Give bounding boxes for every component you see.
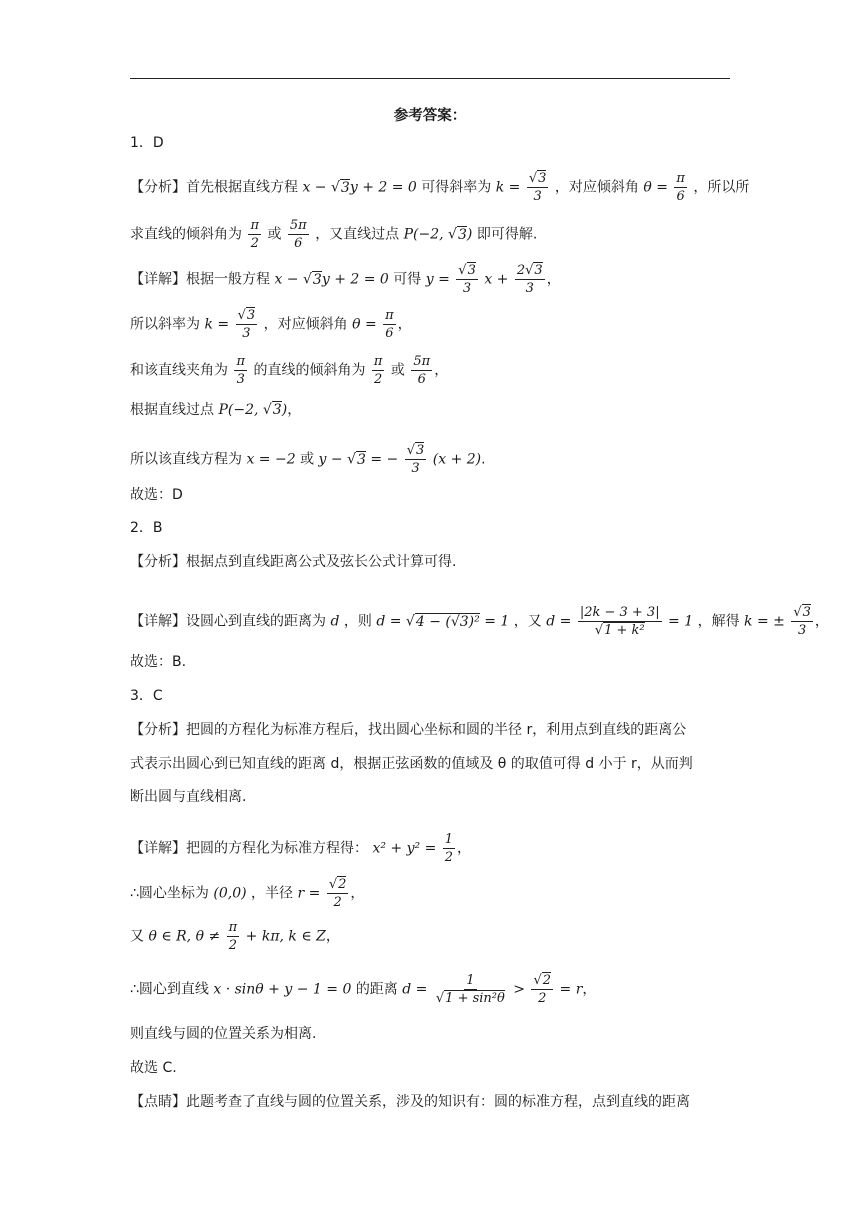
q2-number: 2．B	[130, 520, 163, 536]
header-rule	[130, 78, 730, 79]
q3-detail-line4: ∴圆心到直线 x · sinθ + y − 1 = 0 的距离 d = $\frac{1}{\text{√1 + sin²θ}}$ > $\frac{√2}{2}$ = r，	[130, 973, 597, 1006]
q3-number: 3．C	[130, 688, 163, 704]
q1-detail-line4: 根据直线过点 P(−2, √3)，	[130, 402, 302, 418]
q3-analysis-line2: 式表示出圆心到已知直线的距离 d，根据正弦函数的值域及 θ 的取值可得 d 小于 r，从而判	[130, 756, 693, 772]
q1-detail-line3: 和该直线夹角为 $\frac{\pi}{3}$ 的直线的倾斜角为 $\frac{\pi}{2}$ 或 $\frac{5\pi}{6}$ ，	[130, 354, 449, 387]
q3-analysis-line1: 【分析】把圆的方程化为标准方程后，找出圆心坐标和圆的半径 r，利用点到直线的距离公	[130, 722, 687, 738]
q1-detail-line1: 【详解】根据一般方程 x − √3y + 2 = 0 可得 y = $\frac{√3}{3}$ x + $\frac{2√3}{3}$ ，	[130, 263, 561, 296]
q2-analysis: 【分析】根据点到直线距离公式及弦长公式计算可得.	[130, 554, 457, 570]
q2-detail: 【详解】设圆心到直线的距离为 d ，则 d = √4 − (√3)² = 1 ，又 d = $\frac{|2k - 3 + 3|}{\text{√1 + k²}}$ = 1 ，解得 k = ± $\frac{√3}{3}$ ，	[130, 605, 829, 638]
q1-detail-line5: 所以该直线方程为 x = −2 或 y − √3 = − $\frac{√3}{3}$ (x + 2).	[130, 443, 486, 476]
q1-analysis-line1: 【分析】首先根据直线方程 x − √3y + 2 = 0 可得斜率为 k = $\frac{√3}{3}$ ，对应倾斜角 θ = $\frac{\pi}{6}$ ，所以所	[130, 171, 750, 204]
q3-detail-line5: 则直线与圆的位置关系为相离.	[130, 1026, 317, 1042]
q3-comment: 【点睛】此题考查了直线与圆的位置关系，涉及的知识有：圆的标准方程，点到直线的距离	[130, 1094, 690, 1110]
q1-detail-line2: 所以斜率为 k = $\frac{√3}{3}$ ，对应倾斜角 θ = $\frac{\pi}{6}$ ，	[130, 308, 412, 341]
q1-analysis-line2: 求直线的倾斜角为 $\frac{\pi}{2}$ 或 $\frac{5\pi}{6}$ ，又直线过点 P(−2, √3) 即可得解.	[130, 218, 538, 251]
q1-answer: 故选：D	[130, 487, 183, 503]
q3-detail-line3: 又 θ ∈ R, θ ≠ $\frac{\pi}{2}$ + kπ, k ∈ Z，	[130, 920, 340, 953]
q3-answer: 故选 C.	[130, 1060, 177, 1076]
q2-answer: 故选：B.	[130, 654, 187, 670]
q3-detail-line1: 【详解】把圆的方程化为标准方程得： x² + y² = $\frac{1}{2}$ ，	[130, 832, 472, 865]
q1-number: 1．D	[130, 135, 164, 151]
q3-detail-line2: ∴圆心坐标为 (0,0) ，半径 r = $\frac{√2}{2}$ ，	[130, 877, 365, 910]
q3-analysis-line3: 断出圆与直线相离.	[130, 789, 247, 805]
page-title: 参考答案：	[393, 108, 467, 124]
